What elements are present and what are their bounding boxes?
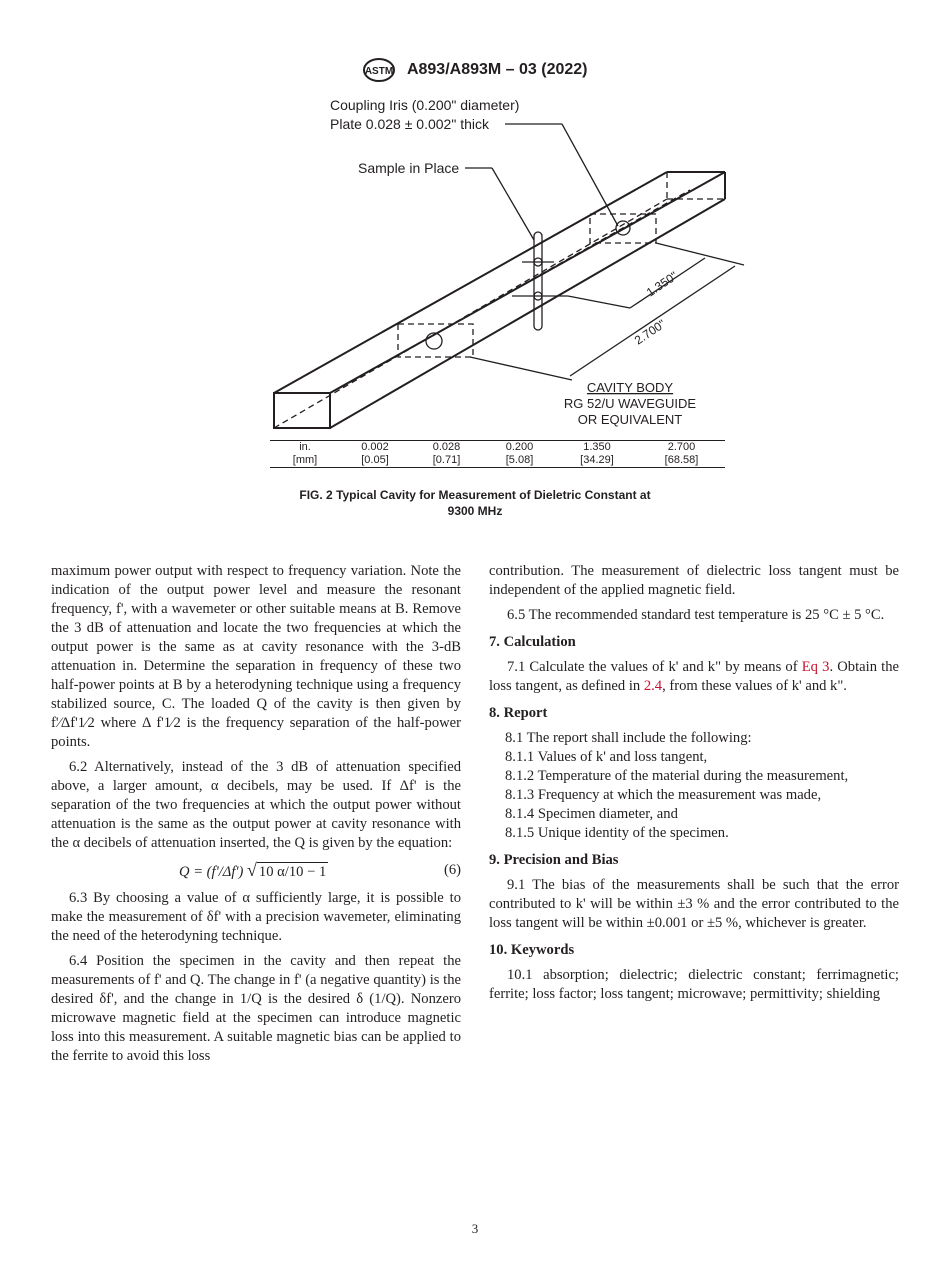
label-iris-1: Coupling Iris (0.200" diameter) — [330, 97, 520, 113]
list-item: 8.1.3 Frequency at which the measurement was made, — [505, 787, 822, 803]
label-sample: Sample in Place — [358, 160, 460, 176]
left-column — [51, 562, 461, 1072]
svg-text:ASTM: ASTM — [365, 66, 394, 77]
right-column — [489, 562, 899, 1010]
table-cell: 0.200 — [505, 441, 534, 453]
table-cell: in. — [299, 441, 311, 453]
list-item: 8.1.4 Specimen diameter, and — [505, 806, 678, 822]
paragraph-7-1: 7.1 Calculate the values of k' and k" by means of Eq 3. Obtain the loss tangent, as defined in 2.4, from these values of k' and k". — [489, 659, 899, 694]
table-cell: [68.58] — [664, 454, 699, 466]
equation-lhs: Q = (f'/Δf') — [179, 864, 244, 880]
dimension-table — [270, 440, 725, 468]
section-2-4-link[interactable]: 2.4 — [643, 678, 663, 694]
paragraph-6-3: 6.3 By choosing a value of α sufficiently large, it is possible to make the measurement of δf' with a precision wavemeter, eliminating the need of the heterodyning technique. — [51, 890, 461, 944]
table-cell: 2.700 — [667, 441, 696, 453]
label-dim-1: 1.350" — [643, 268, 681, 300]
paragraph-9-1: 9.1 The bias of the measurements shall be such that the error contributed to k' will be within ±3 % and the error contributed to the loss tangent will be within ±0.001 or ±5 %, whichever is greater. — [489, 877, 899, 931]
table-cell: [34.29] — [580, 454, 614, 466]
table-cell: [5.08] — [505, 454, 534, 466]
table-cell: 1.350 — [583, 441, 611, 453]
label-iris-2: Plate 0.028 ± 0.002" thick — [330, 116, 489, 132]
equation-number: (6) — [443, 862, 461, 878]
caption-line-1: FIG. 2 Typical Cavity for Measurement of Dieletric Constant at — [299, 488, 651, 502]
cavity-figure — [0, 0, 950, 440]
waveguide-front-face — [274, 393, 330, 428]
table-row — [270, 454, 725, 467]
paragraph-6-4: 6.4 Position the specimen in the cavity and then repeat the measurements of f' and Q. The change in f' (a negative quantity) is the desired δf', and the change in 1/Q is the desired δ (1/Q). Nonzero microwave magnetic field at the specimen can introduce magnetic loss into this measurement. A suitable magnetic bias can be applied to the ferrite to avoid this loss — [51, 953, 461, 1064]
paragraph-6-2: 6.2 Alternatively, instead of the 3 dB of attenuation specified above, a larger amount, α decibels, may be used. If Δf' is the separation of the two frequencies at which the output power without attenuation is the same as the output power at cavity resonance with the α decibels of attenuation inserted, the Q is given by the equation: — [51, 759, 461, 851]
list-item: 8.1.1 Values of k' and loss tangent, — [505, 749, 708, 765]
caption-line-2: 9300 MHz — [447, 504, 503, 518]
heading-precision-bias: 9. Precision and Bias — [489, 852, 619, 868]
standard-id: A893/A893M – 03 (2022) — [406, 61, 588, 78]
heading-calculation: 7. Calculation — [489, 634, 576, 650]
equation-6: Q = (f'/Δf') √ 10 α/10 − 1 (6) — [179, 860, 461, 880]
table-cell: 0.028 — [432, 441, 461, 453]
page-number: 3 — [471, 1221, 479, 1236]
table-cell: [mm] — [292, 454, 318, 466]
paragraph: maximum power output with respect to frequency variation. Note the indication of the output power level and measure the resonant frequency, f', with a wavemeter or other suitable means at B. Remove the 3 dB of attenuation and locate the two frequencies at which the output power is the same as at cavity resonance with the 3-dB attenuation in. Determine the separation in frequency of these two half-power points at B by a heterodyning technique using a frequency stabilized source, C. The loaded Q of the cavity is then given by f'⁄Δf'1⁄2 where Δ f'1⁄2 is the frequency separation of the half-power points. — [51, 563, 461, 750]
table-cell: [0.71] — [432, 454, 461, 466]
table-cell: 0.002 — [361, 441, 389, 453]
list-item: 8.1 The report shall include the following: — [505, 730, 752, 746]
label-body-1: CAVITY BODY — [586, 380, 674, 395]
heading-report: 8. Report — [489, 705, 548, 721]
list-item: 8.1.5 Unique identity of the specimen. — [505, 825, 729, 841]
paragraph: contribution. The measurement of dielectric loss tangent must be independent of the applied magnetic field. — [489, 563, 899, 598]
table-row — [270, 441, 725, 454]
paragraph-6-5: 6.5 The recommended standard test temperature is 25 °C ± 5 °C. — [507, 607, 885, 623]
label-dim-2: 2.700" — [631, 316, 669, 348]
eq-3-link[interactable]: Eq 3 — [801, 659, 830, 675]
paragraph-10-1: 10.1 absorption; dielectric; dielectric constant; ferrimagnetic; ferrite; loss factor; loss tangent; microwave; permittivity; shielding — [489, 967, 899, 1002]
label-body-2: RG 52/U WAVEGUIDE — [563, 396, 697, 411]
label-body-3: OR EQUIVALENT — [577, 412, 683, 427]
figure-caption — [250, 487, 700, 519]
heading-keywords: 10. Keywords — [489, 942, 575, 958]
equation-root: 10 α/10 − 1 — [258, 864, 327, 880]
list-item: 8.1.2 Temperature of the material during the measurement, — [505, 768, 849, 784]
table-cell: [0.05] — [361, 454, 389, 466]
